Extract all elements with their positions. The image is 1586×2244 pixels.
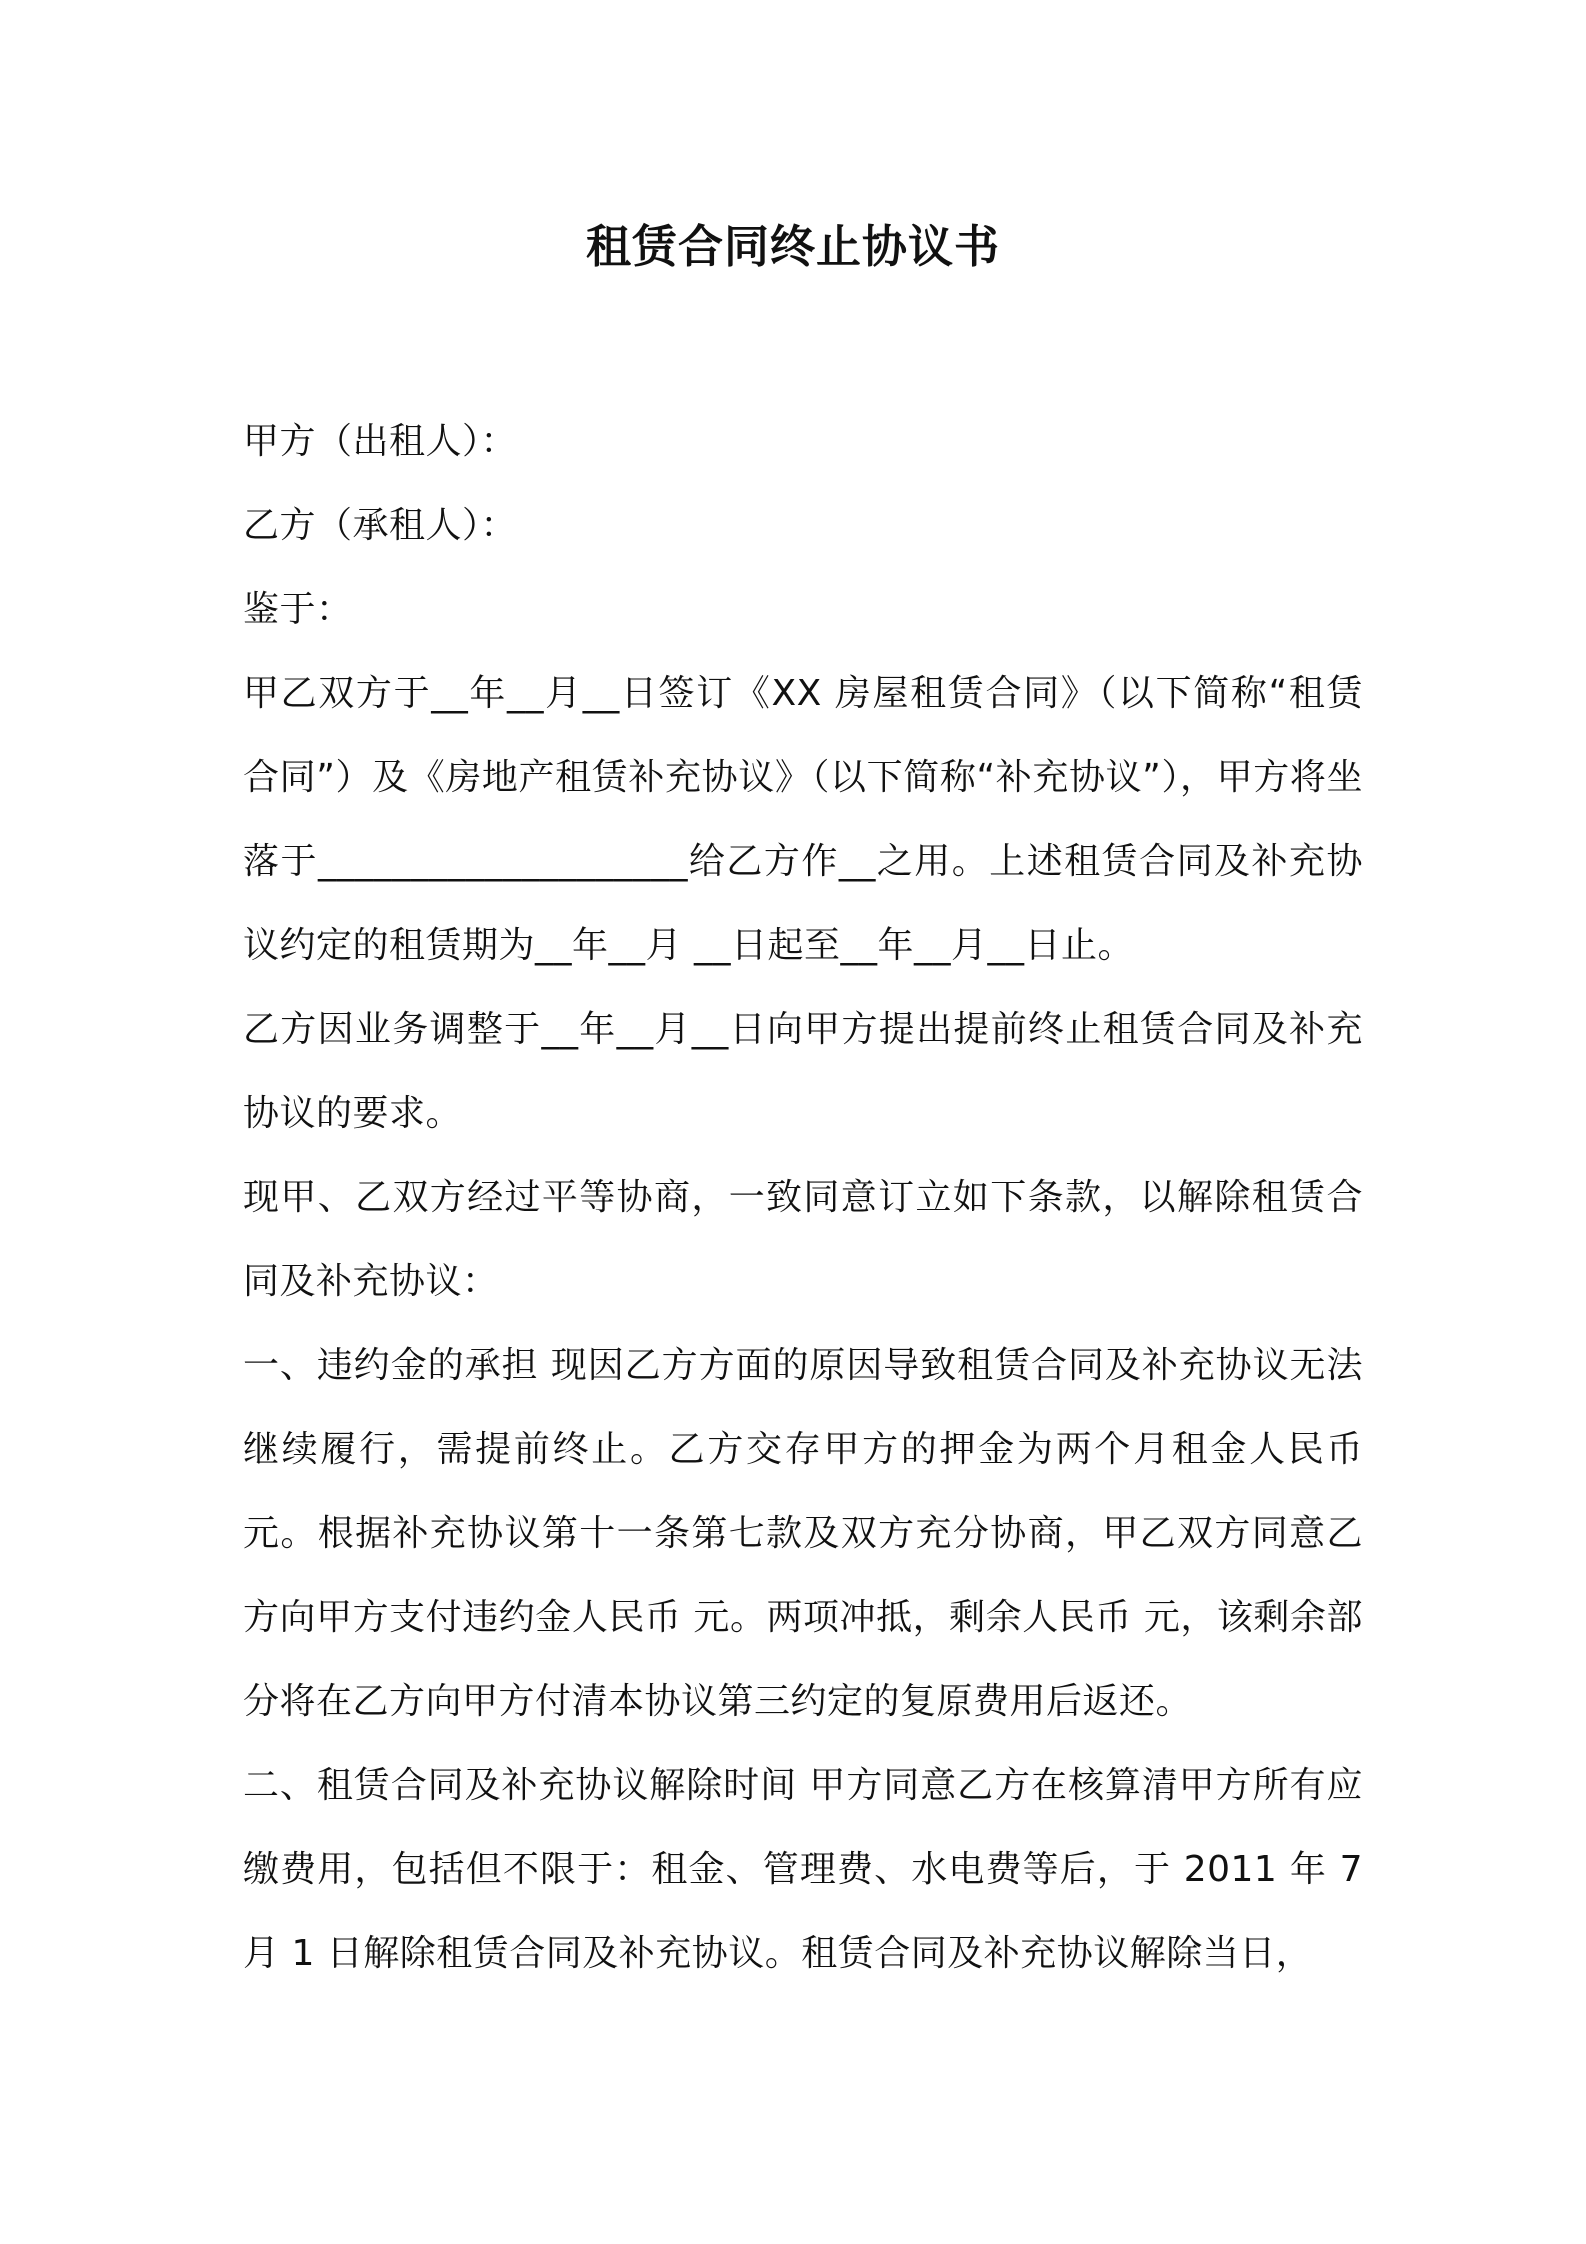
whereas-heading: 鉴于： [243, 589, 353, 630]
document-body [243, 400, 1363, 1996]
party-b-line: 乙方（承租人）： [243, 505, 518, 546]
clause-2-termination-date: 二、租赁合同及补充协议解除时间 甲方同意乙方在核算清甲方所有应缴费用，包括但不限于：租金、管理费、水电费等后，于 2011 年 7 月 1 日解除租赁合同及补充协议。租赁合同及补充协议解除当日， [243, 1765, 1363, 1974]
party-a-line: 甲方（出租人）： [243, 421, 518, 462]
clause-1-penalty: 一、违约金的承担 现因乙方方面的原因导致租赁合同及补充协议无法继续履行，需提前终止。乙方交存甲方的押金为两个月租金人民币 元。根据补充协议第十一条第七款及双方充分协商，甲乙双方同意乙方向甲方支付违约金人民币 元。两项冲抵，剩余人民币 元，该剩余部分将在乙方向甲方付清本协议第三约定的复原费用后返还。 [243, 1345, 1363, 1722]
termination-request-paragraph: 乙方因业务调整于__年__月__日向甲方提出提前终止租赁合同及补充协议的要求。 [243, 1009, 1363, 1134]
agreement-intro-paragraph: 现甲、乙双方经过平等协商，一致同意订立如下条款，以解除租赁合同及补充协议： [243, 1177, 1363, 1302]
background-paragraph: 甲乙双方于__年__月__日签订《XX 房屋租赁合同》（以下简称“租赁合同”）及《房地产租赁补充协议》（以下简称“补充协议”），甲方将坐落于____________________给乙方作__之用。上述租赁合同及补充协议约定的租赁期为__年__月 __日起至__年__月__日止。 [243, 673, 1363, 966]
document-title: 租赁合同终止协议书 [585, 220, 1000, 273]
